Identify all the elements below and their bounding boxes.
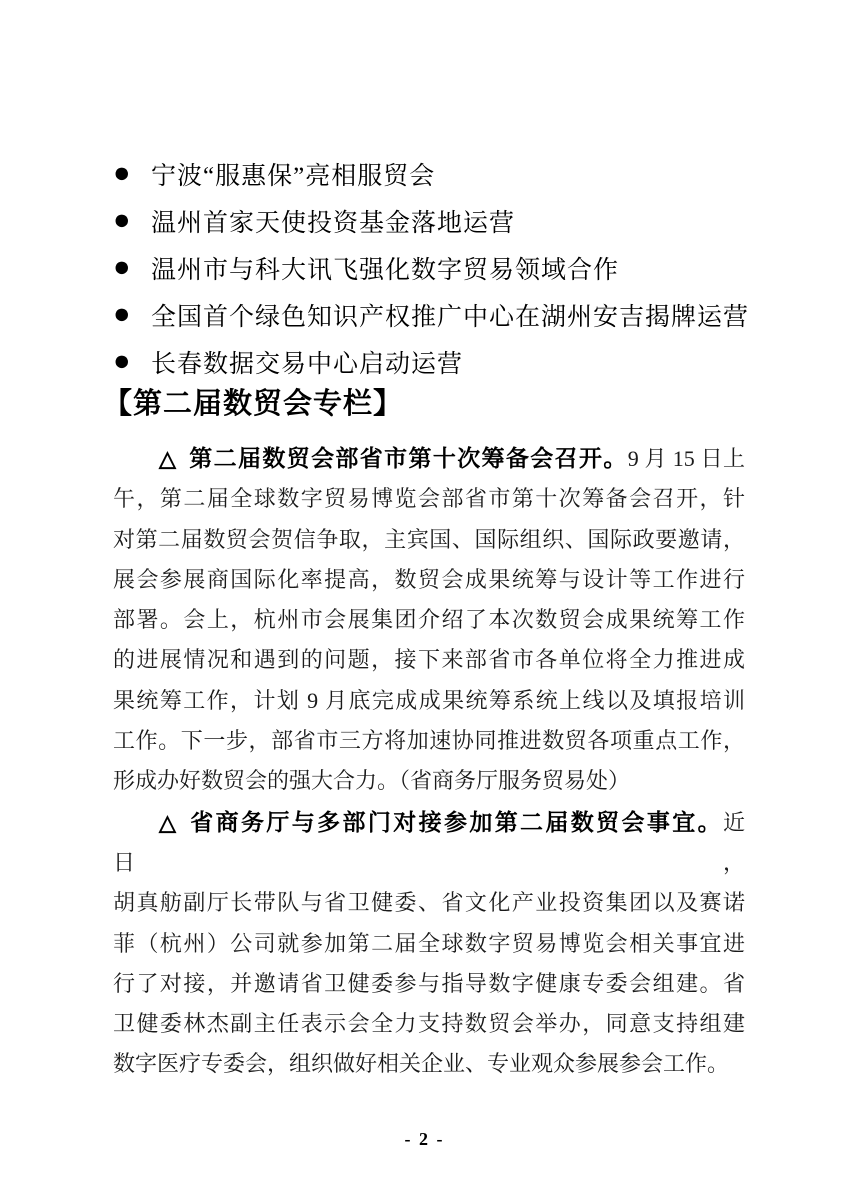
article-last-line: 形成办好数贸会的强大合力。（省商务厅服务贸易处） [113,768,631,794]
article-paragraph [113,803,745,1085]
bullet-icon: ● [113,204,131,236]
article-lead: 省商务厅与多部门对接参加第二届数贸会事宜。 [190,809,723,835]
triangle-marker: △ [159,809,178,835]
bullet-icon: ● [113,157,131,189]
section-header: 【第二届数贸会专栏】 [103,388,404,420]
article-line: 午，第二届全球数字贸易博览会部省市第十次筹备会召开，针 [113,486,745,512]
bullet-item [113,291,750,338]
article-line: 卫健委林杰副主任表示会全力支持数贸会举办，同意支持组建 [113,1011,745,1037]
bullet-item-label: 长春数据交易中心启动运营 [151,350,464,378]
bullet-item [113,150,745,197]
article-first-line [113,803,745,884]
bullet-item [113,197,745,244]
article-lead: 第二届数贸会部省市第十次筹备会召开。 [189,446,628,471]
article-line: 胡真舫副厅长带队与省卫健委、省文化产业投资集团以及赛诺 [113,890,745,916]
bullet-item-label: 宁波“服惠保”亮相服贸会 [151,162,436,190]
page-number: - 2 - [404,1129,445,1149]
article-paragraph [113,439,745,802]
headline-bullet-list [113,150,750,385]
article-line: 菲（杭州）公司就参加第二届全球数字贸易博览会相关事宜进 [113,930,745,956]
article-line: 果统筹工作，计划 9 月底完成成果统筹系统上线以及填报培训 [113,687,745,713]
article-first-line [113,439,745,479]
bullet-item [113,244,745,291]
bullet-item-label: 温州市与科大讯飞强化数字贸易领域合作 [151,256,620,284]
article-line: 展会参展商国际化率提高，数贸会成果统筹与设计等工作进行 [113,566,745,592]
bullet-item [113,338,745,385]
bullet-icon: ● [113,298,131,330]
article-text: 9 月 15 日上 [627,446,745,471]
article-last-line: 数字医疗专委会，组织做好相关企业、专业观众参展参会工作。 [113,1051,730,1077]
article-text: 近日， [113,809,746,875]
article-line: 的进展情况和遇到的问题，接下来部省市各单位将全力推进成 [113,647,745,673]
article-line: 部署。会上，杭州市会展集团介绍了本次数贸会成果统筹工作 [113,607,745,633]
bullet-item-label: 温州首家天使投资基金落地运营 [151,209,516,237]
bullet-icon: ● [113,345,131,377]
triangle-marker: △ [159,446,177,471]
article-line: 工作。下一步，部省市三方将加速协同推进数贸各项重点工作， [113,728,745,754]
content-column [103,150,750,1085]
article-line: 对第二届数贸会贺信争取，主宾国、国际组织、国际政要邀请， [113,526,745,552]
bullet-item-label: 全国首个绿色知识产权推广中心在湖州安吉揭牌运营 [151,303,750,331]
bullet-icon: ● [113,251,131,283]
article-line: 行了对接，并邀请省卫健委参与指导数字健康专委会组建。省 [113,970,745,996]
